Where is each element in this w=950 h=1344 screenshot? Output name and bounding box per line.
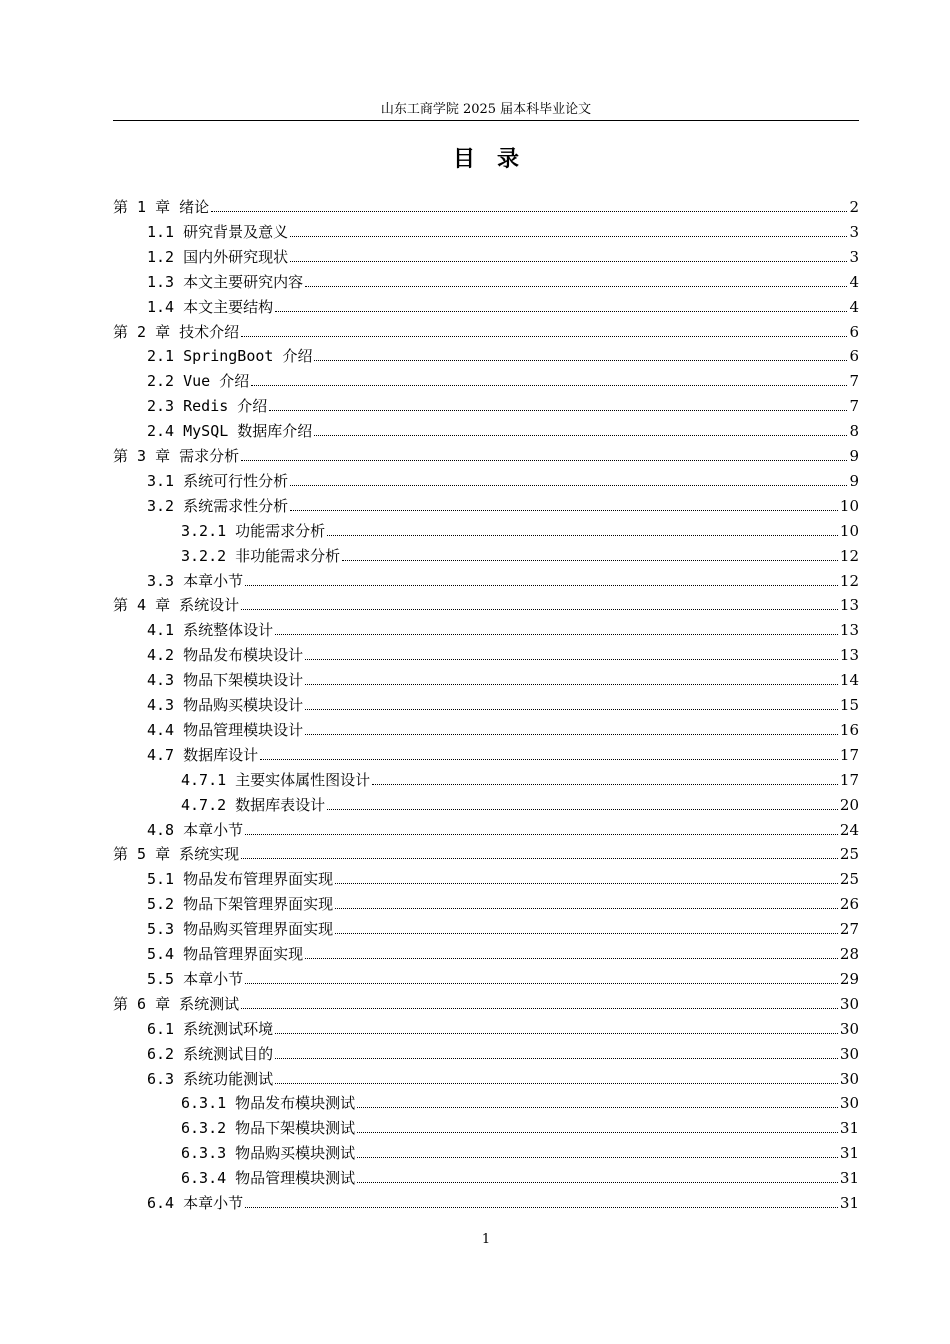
toc-entry-page: 31 <box>839 1194 859 1212</box>
toc-entry[interactable] <box>147 695 859 715</box>
toc-entry-page: 14 <box>839 671 859 690</box>
toc-entry[interactable] <box>147 1069 859 1089</box>
toc-entry-page: 10 <box>839 521 859 540</box>
dot-leader <box>269 410 847 411</box>
dot-leader <box>305 958 838 959</box>
dot-leader <box>305 286 847 287</box>
dot-leader <box>275 1083 838 1084</box>
toc-entry[interactable] <box>147 1193 859 1213</box>
toc-entry[interactable] <box>147 346 859 366</box>
dot-leader <box>275 1058 838 1059</box>
toc-entry-page: 17 <box>839 745 859 764</box>
toc-entry-label: 4.3 物品购买模块设计 <box>147 696 304 714</box>
toc-entry[interactable] <box>113 197 859 217</box>
toc-entry-page: 31 <box>839 1169 859 1188</box>
toc-entry-label: 6.3.1 物品发布模块测试 <box>181 1094 356 1113</box>
dot-leader <box>335 933 838 934</box>
toc-entry-page: 25 <box>839 845 859 864</box>
running-header: 山东工商学院 2025 届本科毕业论文 <box>380 102 592 117</box>
toc-entry[interactable] <box>147 396 859 416</box>
toc-entry-page: 13 <box>839 596 859 615</box>
toc-entry[interactable] <box>181 1143 859 1163</box>
dot-leader <box>241 1008 838 1009</box>
toc-entry-page: 30 <box>839 1069 859 1088</box>
toc-entry-label: 第 3 章 需求分析 <box>113 447 240 465</box>
dot-leader <box>305 684 838 685</box>
toc-entry-page: 24 <box>839 820 859 839</box>
toc-entry-label: 5.3 物品购买管理界面实现 <box>147 920 334 939</box>
toc-entry-label: 1.3 本文主要研究内容 <box>147 272 304 291</box>
page-title: 目录 <box>452 147 541 172</box>
toc-entry-label: 6.3.4 物品管理模块测试 <box>181 1169 356 1188</box>
toc-entry-label: 6.3.2 物品下架模块测试 <box>181 1119 356 1138</box>
toc-entry[interactable] <box>147 421 859 441</box>
dot-leader <box>290 510 838 511</box>
dot-leader <box>241 336 847 337</box>
dot-leader <box>260 759 838 760</box>
toc-entry-page: 10 <box>839 496 859 515</box>
toc-entry-label: 3.3 本章小节 <box>147 571 244 590</box>
dot-leader <box>305 734 838 735</box>
toc-entry[interactable] <box>147 869 859 889</box>
toc-entry-page: 2 <box>849 198 859 216</box>
dot-leader <box>357 1132 838 1133</box>
toc-entry-page: 4 <box>849 297 859 316</box>
toc-entry[interactable] <box>147 620 859 640</box>
dot-leader <box>245 834 838 835</box>
toc-entry[interactable] <box>181 795 859 815</box>
toc-entry[interactable] <box>147 371 859 391</box>
dot-leader <box>290 485 847 486</box>
toc-entry-page: 7 <box>849 372 859 391</box>
toc-entry-label: 4.3 物品下架模块设计 <box>147 671 304 690</box>
dot-leader <box>372 784 838 785</box>
toc-entry-page: 9 <box>849 447 859 465</box>
toc-entry[interactable] <box>181 770 859 790</box>
toc-entry-label: 6.4 本章小节 <box>147 1194 244 1212</box>
dot-leader <box>357 1182 838 1183</box>
toc-entry-page: 12 <box>839 571 859 590</box>
toc-entry-label: 第 5 章 系统实现 <box>113 845 240 864</box>
toc-entry-label: 4.4 物品管理模块设计 <box>147 720 304 739</box>
toc-entry-label: 4.7.1 主要实体属性图设计 <box>181 770 371 789</box>
toc-entry-label: 3.2 系统需求性分析 <box>147 496 289 515</box>
toc-entry-page: 7 <box>849 397 859 416</box>
dot-leader <box>305 659 838 660</box>
toc-entry-label: 3.1 系统可行性分析 <box>147 471 289 490</box>
toc-entry-label: 5.5 本章小节 <box>147 969 244 988</box>
toc-entry-page: 25 <box>839 870 859 889</box>
toc-entry[interactable] <box>147 670 859 690</box>
dot-leader <box>314 360 847 361</box>
toc-entry-page: 3 <box>849 222 859 241</box>
toc-entry[interactable] <box>147 820 859 840</box>
toc-entry-label: 6.3 系统功能测试 <box>147 1069 274 1088</box>
toc-entry-page: 12 <box>839 546 859 565</box>
toc-entry-label: 1.1 研究背景及意义 <box>147 222 289 241</box>
toc-entry-page: 16 <box>839 720 859 739</box>
toc-entry-page: 6 <box>849 347 859 366</box>
dot-leader <box>245 983 838 984</box>
dot-leader <box>275 311 847 312</box>
toc-entry-page: 13 <box>839 646 859 665</box>
toc-entry-page: 6 <box>849 322 859 341</box>
toc-entry-label: 4.2 物品发布模块设计 <box>147 646 304 665</box>
dot-leader <box>305 709 838 710</box>
toc-entry[interactable] <box>147 571 859 591</box>
toc-entry-label: 5.1 物品发布管理界面实现 <box>147 870 334 889</box>
dot-leader <box>245 585 838 586</box>
toc-entry[interactable] <box>147 247 859 267</box>
toc-entry-page: 9 <box>849 471 859 490</box>
toc-entry[interactable] <box>113 322 859 342</box>
toc-entry[interactable] <box>113 446 859 466</box>
toc-entry[interactable] <box>181 1168 859 1188</box>
dot-leader <box>327 535 838 536</box>
toc-entry[interactable] <box>147 645 859 665</box>
dot-leader <box>275 1033 838 1034</box>
toc-entry-label: 6.3.3 物品购买模块测试 <box>181 1144 356 1163</box>
toc-entry-label: 1.4 本文主要结构 <box>147 297 274 316</box>
toc-entry-page: 31 <box>839 1119 859 1138</box>
dot-leader <box>245 1207 838 1208</box>
toc-entry-label: 5.4 物品管理界面实现 <box>147 945 304 963</box>
toc-entry-page: 26 <box>839 895 859 914</box>
dot-leader <box>290 261 847 262</box>
toc-entry-label: 4.7.2 数据库表设计 <box>181 795 326 814</box>
toc-entry[interactable] <box>181 1093 859 1113</box>
toc-entry[interactable] <box>147 222 859 242</box>
toc-entry-page: 29 <box>839 969 859 988</box>
toc-entry-page: 31 <box>839 1144 859 1163</box>
dot-leader <box>290 236 847 237</box>
toc-entry-label: 4.7 数据库设计 <box>147 745 259 764</box>
toc-entry[interactable] <box>147 297 859 317</box>
toc-entry-page: 30 <box>839 1094 859 1113</box>
dot-leader <box>327 809 838 810</box>
toc-entry[interactable] <box>147 894 859 914</box>
dot-leader <box>335 883 838 884</box>
toc-entry-label: 第 2 章 技术介绍 <box>113 322 240 341</box>
dot-leader <box>211 211 847 212</box>
toc-entry-label: 6.1 系统测试环境 <box>147 1019 274 1038</box>
toc-entry[interactable] <box>113 844 859 864</box>
toc-entry-label: 4.1 系统整体设计 <box>147 621 274 640</box>
dot-leader <box>357 1107 838 1108</box>
toc-entry-label: 2.2 Vue 介绍 <box>147 372 250 391</box>
toc-entry[interactable] <box>147 720 859 740</box>
toc-entry-page: 15 <box>839 696 859 714</box>
toc-entry-label: 2.4 MySQL 数据库介绍 <box>147 422 313 441</box>
toc-entry-page: 28 <box>839 945 859 963</box>
toc-entry-label: 3.2.1 功能需求分析 <box>181 521 326 540</box>
header-rule <box>113 120 859 121</box>
dot-leader <box>335 908 838 909</box>
toc-entry[interactable] <box>147 1019 859 1039</box>
toc-entry[interactable] <box>147 496 859 516</box>
dot-leader <box>357 1157 838 1158</box>
toc-entry-label: 第 4 章 系统设计 <box>113 596 240 615</box>
toc-entry[interactable] <box>181 521 859 541</box>
toc-entry[interactable] <box>113 994 859 1014</box>
toc-entry-label: 2.3 Redis 介绍 <box>147 397 268 416</box>
toc-entry-page: 17 <box>839 770 859 789</box>
toc-entry-label: 第 1 章 绪论 <box>113 198 210 216</box>
toc-entry-label: 4.8 本章小节 <box>147 820 244 839</box>
toc-entry-label: 6.2 系统测试目的 <box>147 1044 274 1063</box>
dot-leader <box>241 460 847 461</box>
toc-entry-label: 第 6 章 系统测试 <box>113 994 240 1013</box>
toc-entry-page: 13 <box>839 621 859 640</box>
toc-entry-page: 4 <box>849 272 859 291</box>
toc-entry-page: 8 <box>849 422 859 441</box>
toc-entry[interactable] <box>147 919 859 939</box>
toc-entry-page: 3 <box>849 247 859 266</box>
toc-entry-label: 1.2 国内外研究现状 <box>147 247 289 266</box>
toc-entry-label: 3.2.2 非功能需求分析 <box>181 546 341 565</box>
toc-entry[interactable] <box>181 1118 859 1138</box>
toc-entry-page: 20 <box>839 795 859 814</box>
toc-entry-page: 30 <box>839 994 859 1013</box>
toc-entry-page: 30 <box>839 1044 859 1063</box>
dot-leader <box>314 435 847 436</box>
toc-entry[interactable] <box>147 471 859 491</box>
toc-entry-label: 2.1 SpringBoot 介绍 <box>147 347 313 366</box>
toc-entry[interactable] <box>147 944 859 964</box>
dot-leader <box>275 634 838 635</box>
dot-leader <box>251 385 847 386</box>
toc-entry[interactable] <box>147 1044 859 1064</box>
dot-leader <box>241 858 838 859</box>
toc-entry-label: 5.2 物品下架管理界面实现 <box>147 895 334 914</box>
dot-leader <box>241 609 838 610</box>
toc-entry[interactable] <box>147 272 859 292</box>
toc-entry-page: 27 <box>839 920 859 939</box>
toc-entry[interactable] <box>147 969 859 989</box>
toc-entry[interactable] <box>181 546 859 566</box>
toc-entry[interactable] <box>113 595 859 615</box>
dot-leader <box>342 560 838 561</box>
toc-entry-page: 30 <box>839 1019 859 1038</box>
toc-entry[interactable] <box>147 745 859 765</box>
page-number: 1 <box>481 1232 491 1247</box>
